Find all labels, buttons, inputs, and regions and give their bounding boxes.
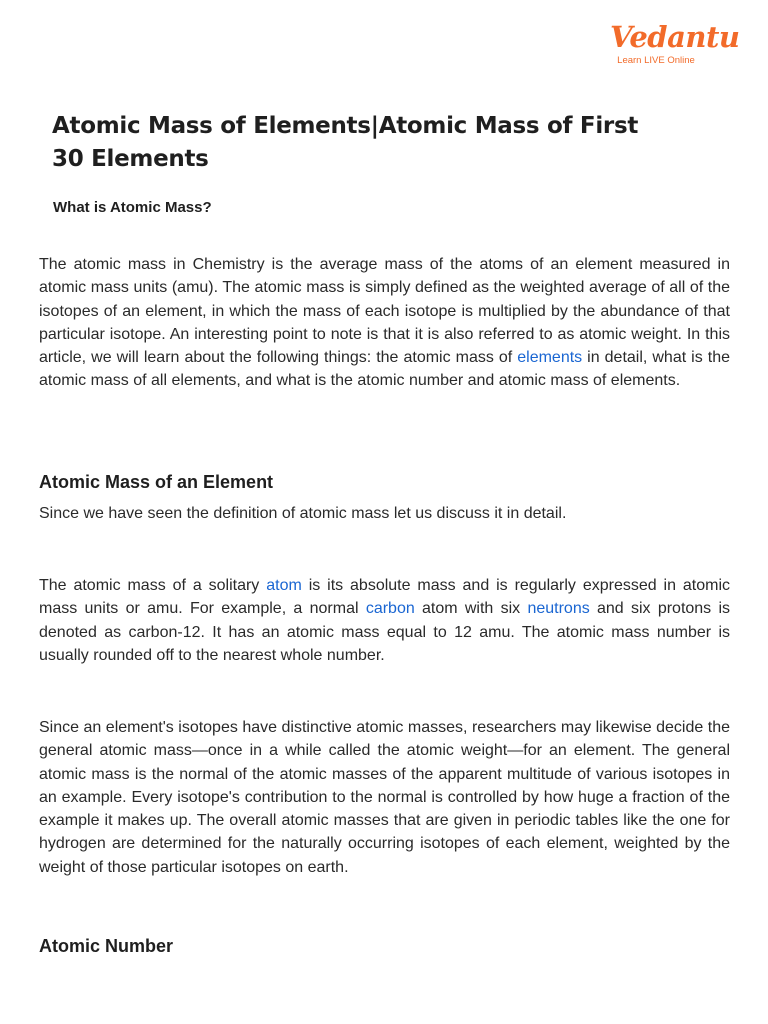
intro-text-after: in detail, what is the atomic mass of all elements, and what is the atomic number and atomic mass of elements. bbox=[39, 349, 730, 390]
solitary-atom-paragraph bbox=[39, 574, 730, 667]
brand-logo[interactable] bbox=[610, 20, 740, 67]
solitary-text-1: The atomic mass of a solitary bbox=[39, 577, 267, 594]
isotopes-paragraph: Since an element's isotopes have distinctive atomic masses, researchers may likewise decide the general atomic mass—once in a while called the atomic weight—for an element. The general atomic mass is the normal of the atomic masses of the apparent multitude of various isotopes in an example. Every isotope's contribution to the normal is controlled by how huge a fraction of the example it makes up. The overall atomic masses that are given in periodic tables like the one for hydrogen are determined for the naturally occurring isotopes of each element, weighted by the weight of those particular isotopes on earth. bbox=[39, 719, 730, 876]
link-atom[interactable]: atom bbox=[266, 577, 302, 594]
link-carbon[interactable]: carbon bbox=[365, 600, 415, 618]
solitary-text-4: and six protons is denoted as carbon-12. It has an atomic mass equal to 12 amu. The atomic mass number is usually rounded off to the nearest whole number. bbox=[39, 600, 731, 664]
definition-paragraph: Since we have seen the definition of atomic mass let us discuss it in detail. bbox=[39, 505, 567, 522]
link-elements[interactable]: elements bbox=[517, 349, 583, 367]
solitary-text-2: is its absolute mass and is regularly expressed in atomic mass units or amu. For example, a normal bbox=[39, 577, 731, 618]
brand-wordmark: Vedantu bbox=[610, 20, 740, 54]
subheading-what-is-atomic-mass: What is Atomic Mass? bbox=[53, 199, 212, 216]
intro-text-before: The atomic mass in Chemistry is the average mass of the atoms of an element measured in atomic mass units (amu). The atomic mass is simply defined as the weighted average of all of the isotopes of an element, in which the mass of each isotope is multiplied by the abundance of that particular isotope. An interesting point to note is that it is also referred to as atomic weight. In this article, we will learn about the following things: the atomic mass of bbox=[39, 256, 730, 367]
page-title: Atomic Mass of Elements|Atomic Mass of First 30 Elements bbox=[52, 113, 639, 172]
section-heading-atomic-number: Atomic Number bbox=[39, 936, 174, 956]
section-heading-atomic-mass-of-element: Atomic Mass of an Element bbox=[39, 472, 274, 492]
brand-tagline: Learn LIVE Online bbox=[617, 55, 695, 66]
solitary-text-3: atom with six bbox=[414, 600, 528, 618]
link-neutrons[interactable]: neutrons bbox=[527, 600, 590, 618]
intro-paragraph bbox=[39, 253, 730, 393]
